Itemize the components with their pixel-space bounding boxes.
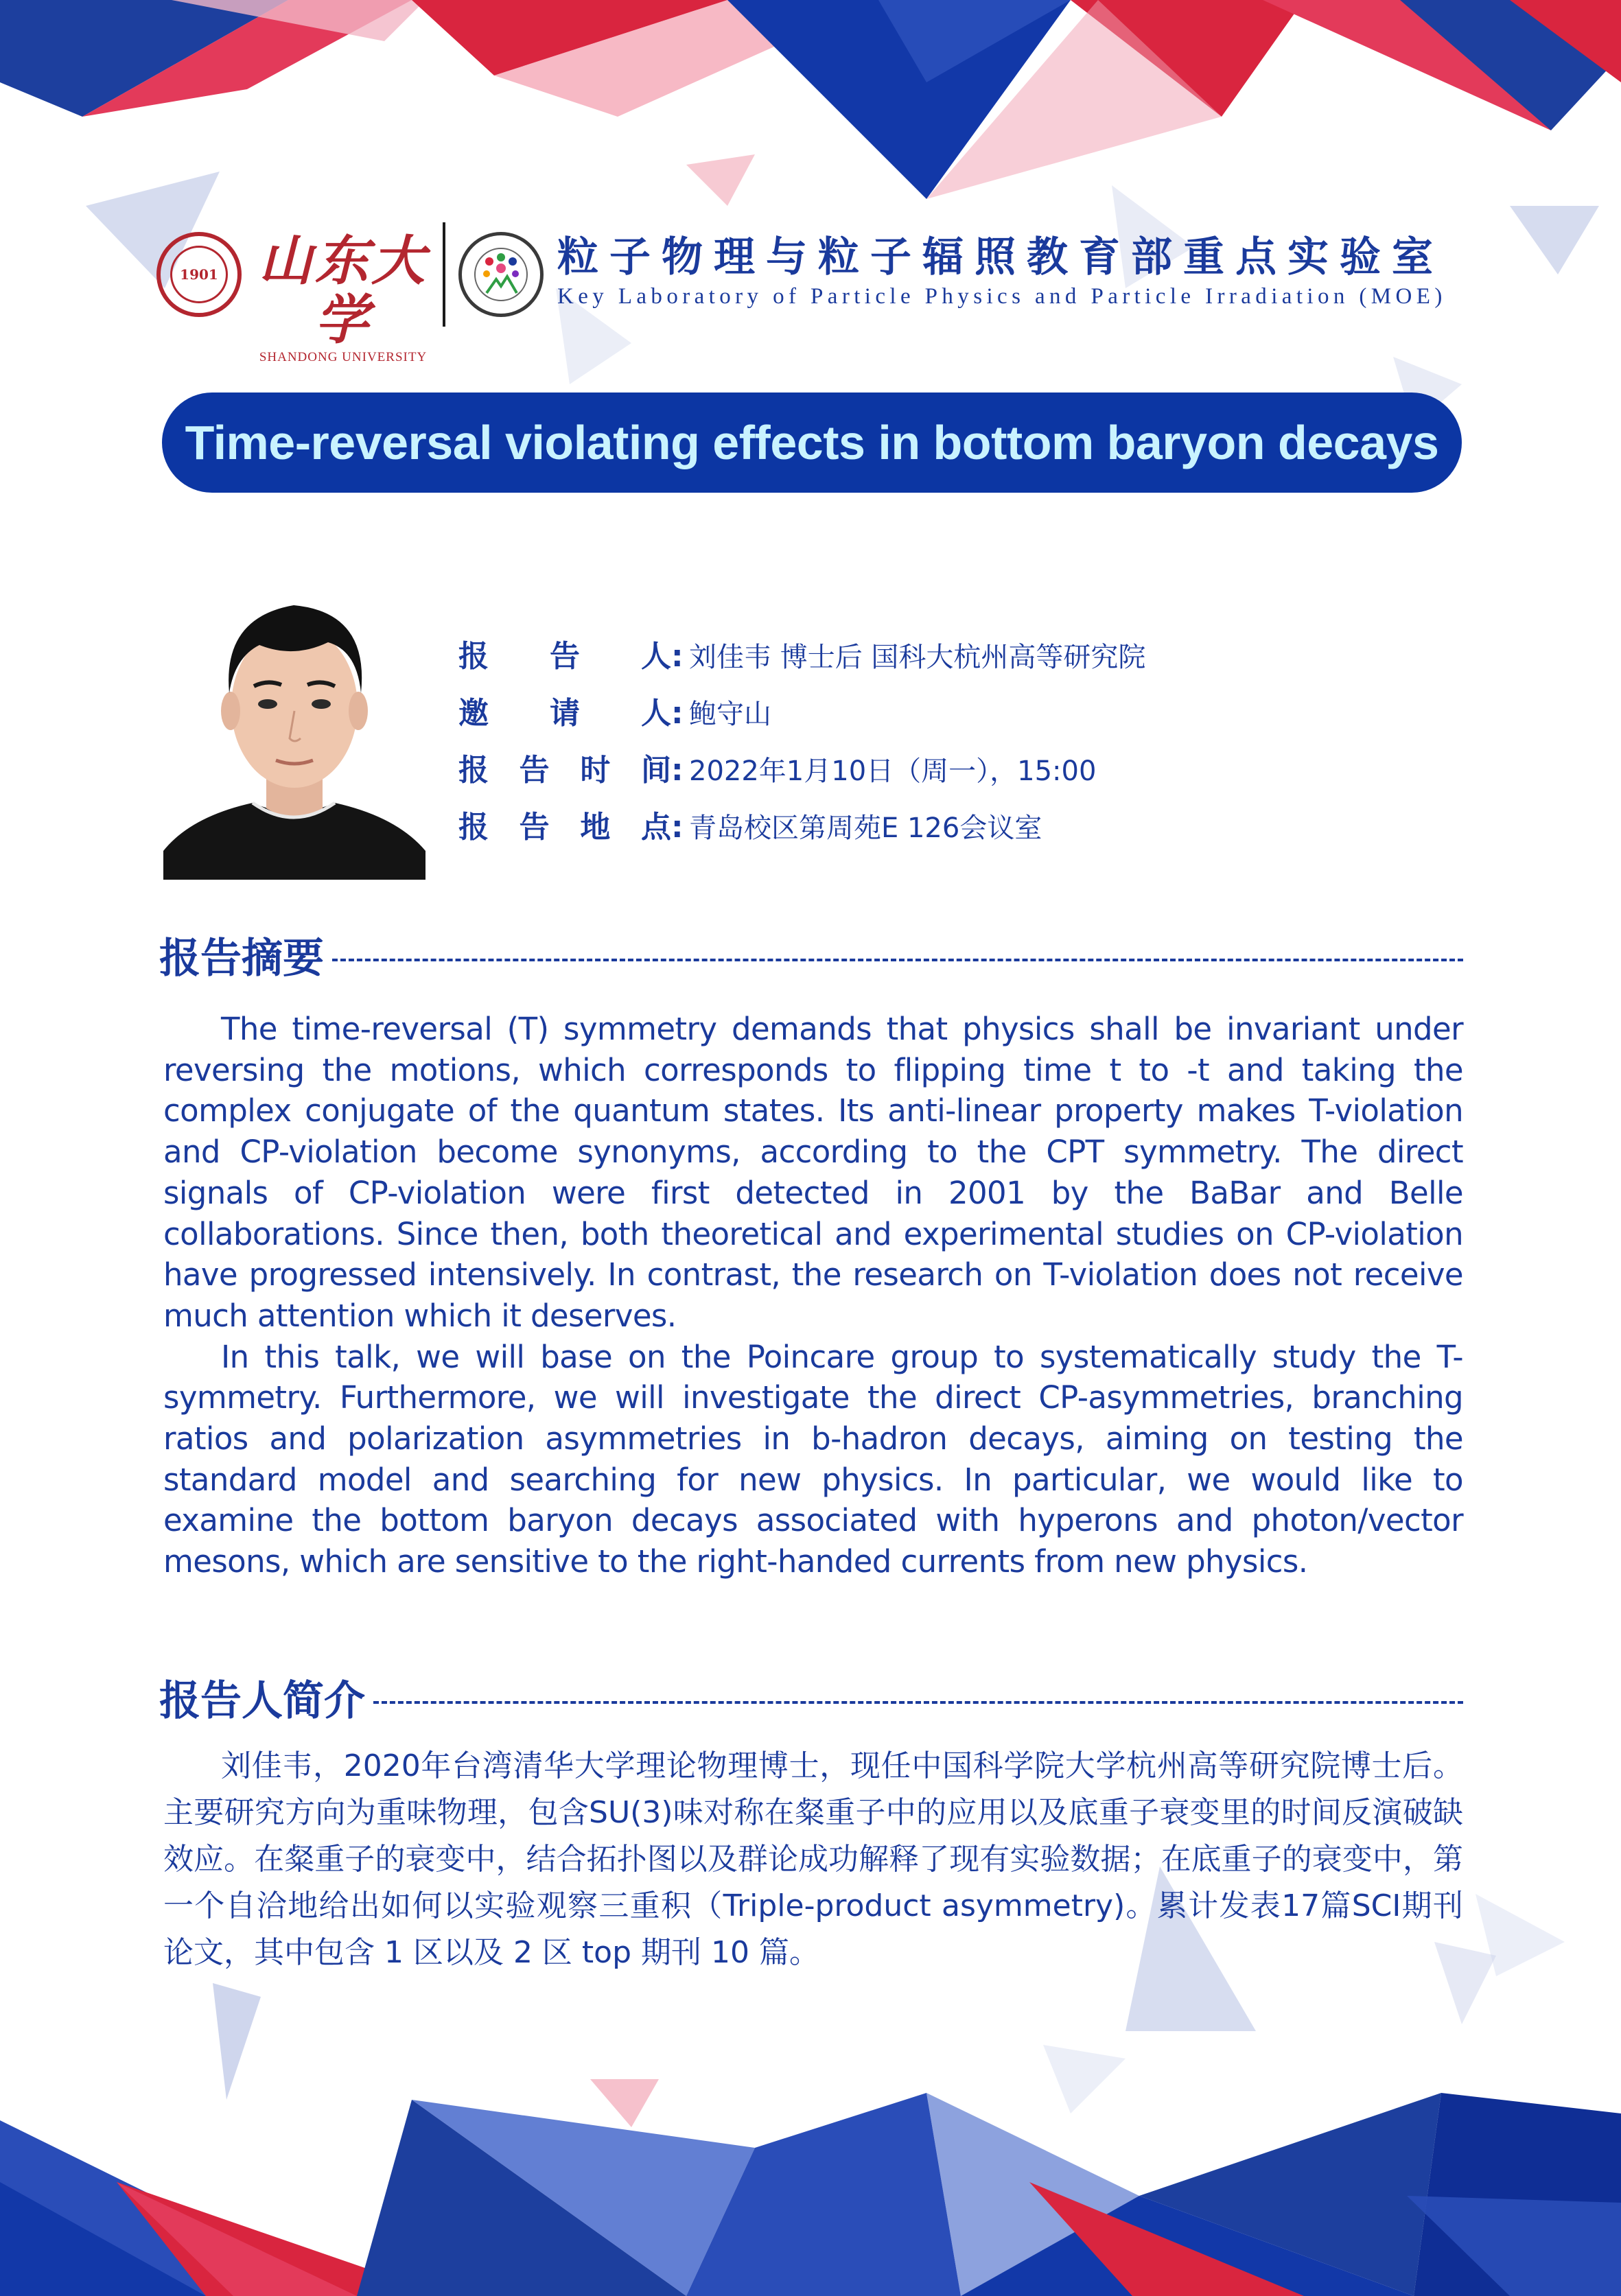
bio-body — [163, 1743, 1463, 1976]
bio-heading — [159, 1670, 1463, 1725]
info-row-speaker — [458, 631, 1145, 688]
info-colon: : — [671, 696, 684, 731]
sdu-seal-logo — [156, 232, 242, 317]
info-label: 邀请人 — [458, 696, 671, 731]
lab-name-cn: 粒子物理与粒子辐照教育部重点实验室 — [557, 233, 1444, 281]
talk-title: Time-reversal violating effects in bottom baryon decays — [185, 416, 1439, 469]
abstract-paragraph: The time-reversal (T) symmetry demands that physics shall be invariant under reversing the motions, which corresponds to flipping time t to -t and taking the complex conjugate of the quantum states. Its anti-linear property makes T-violation and CP-violation become synonyms, according to the CPT symmetry. The direct signals of CP-violation were first detected in 2001 by the BaBar and Belle collaborations. Since then, both theoretical and experimental studies on CP-violation have progressed intensively. In contrast, the research on T-violation does not receive much attention which it deserves. — [163, 1011, 1463, 1334]
abstract-body — [163, 1009, 1463, 1582]
info-value: 刘佳韦 博士后 国科大杭州高等研究院 — [689, 642, 1146, 673]
info-value: 2022年1月10日（周一），15:00 — [689, 755, 1097, 787]
info-label: 报告人 — [458, 639, 671, 674]
info-label: 报告时间 — [458, 753, 671, 788]
lab-logo — [458, 232, 544, 317]
sdu-seal-inner — [170, 246, 228, 303]
abstract-paragraph: In this talk, we will base on the Poincare group to systematically study the T-symmetry. Furthermore, we will investigate the direct CP-asymmetries, branching ratios and polarization asymmetries in b-hadron decays, aiming on testing the standard model and searching for new physics. In particular, we would like to examine the bottom baryon decays associated with hyperons and photon/vector mesons, which are sensitive to the right-handed currents from new physics. — [163, 1338, 1463, 1580]
abstract-heading — [159, 928, 1463, 983]
info-value: 青岛校区第周苑E 126会议室 — [689, 812, 1042, 844]
lab-logo-graphic — [462, 235, 540, 314]
sdu-seal-year: 1901 — [180, 266, 218, 283]
bio-paragraph: 刘佳韦，2020年台湾清华大学理论物理博士，现任中国科学院大学杭州高等研究院博士后。主要研究方向为重味物理，包含SU(3)味对称在粲重子中的应用以及底重子衰变里的时间反演破缺效应。在粲重子的衰变中，结合拓扑图以及群论成功解释了现有实验数据；在底重子的衰变中，第一个自洽地给出如何以实验观察三重积（Triple-product asymmetry)。累计发表17篇SCI期刊 论文，其中包含 1 区以及 2 区 top 期刊 10 篇。 — [163, 1748, 1463, 1970]
header-divider — [443, 222, 445, 327]
info-row-host — [458, 688, 1145, 745]
dashed-divider — [373, 1701, 1463, 1704]
talk-info — [458, 631, 1145, 859]
info-label: 报告地点 — [458, 810, 671, 845]
dashed-divider — [332, 959, 1463, 961]
info-value: 鲍守山 — [689, 699, 771, 730]
sdu-name-cn: 山东大学 — [258, 230, 428, 351]
info-colon: : — [671, 753, 684, 788]
bio-heading-text: 报告人简介 — [159, 1677, 365, 1725]
sdu-name-en: SHANDONG UNIVERSITY — [259, 350, 428, 364]
sdu-wordmark — [254, 232, 432, 365]
info-colon: : — [671, 639, 684, 674]
lab-name-en: Key Laboratory of Particle Physics and Particle Irradiation (MOE) — [557, 284, 1447, 309]
info-row-time — [458, 745, 1145, 802]
speaker-portrait-graphic — [163, 576, 425, 880]
speaker-photo — [163, 576, 425, 880]
abstract-heading-text: 报告摘要 — [159, 935, 324, 983]
info-row-location — [458, 802, 1145, 859]
title-banner — [162, 393, 1462, 493]
info-colon: : — [671, 810, 684, 845]
